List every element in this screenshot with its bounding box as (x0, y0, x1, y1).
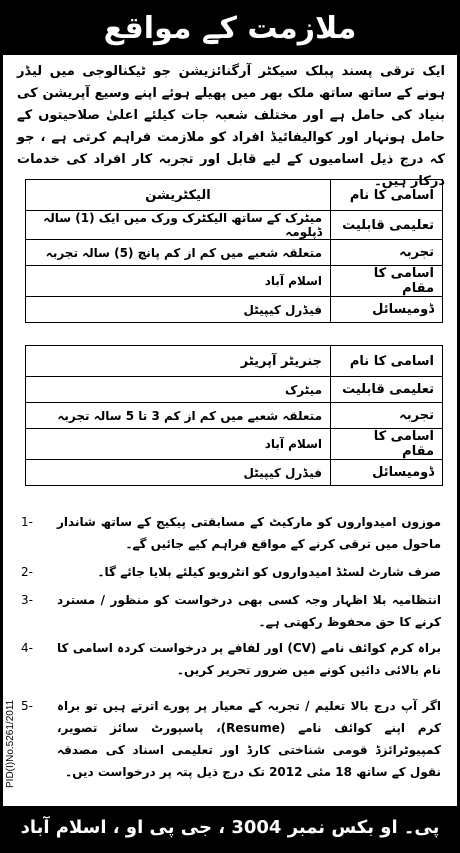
field-label: تعلیمی قابلیت (331, 377, 443, 403)
list-item (21, 511, 441, 555)
field-label: اسامی کا نام (331, 180, 443, 211)
field-label: تعلیمی قابلیت (331, 211, 443, 240)
page-title: ملازمت کے مواقع (3, 3, 457, 55)
table-row (26, 180, 443, 211)
field-value: میٹرک (26, 377, 331, 403)
table-row (26, 297, 443, 323)
instructions-list (21, 511, 441, 783)
post-title: جنریٹر آپریٹر (26, 346, 331, 377)
post-title: الیکٹریشن (26, 180, 331, 211)
table-row (26, 377, 443, 403)
note-text: صرف شارٹ لسٹڈ امیدواروں کو انٹرویو کیلئے بلایا جائے گا۔ (97, 565, 441, 579)
field-value: اسلام آباد (26, 266, 331, 297)
table-row (26, 460, 443, 486)
field-label: اسامی کا مقام (331, 429, 443, 460)
list-item (21, 589, 441, 633)
field-value: متعلقہ شعبے میں کم از کم 3 تا 5 سالہ تجربہ (26, 403, 331, 429)
list-item (21, 695, 441, 783)
field-value: فیڈرل کیپیٹل (26, 460, 331, 486)
field-value: اسلام آباد (26, 429, 331, 460)
post-table-electrician (25, 179, 443, 323)
field-label: تجربہ (331, 240, 443, 266)
field-label: تجربہ (331, 403, 443, 429)
contact-address: پی۔ او بکس نمبر 3004 ، جی پی او ، اسلام آباد (3, 806, 457, 850)
field-value: فیڈرل کیپیٹل (26, 297, 331, 323)
table-row (26, 403, 443, 429)
note-number: 2- (21, 565, 33, 579)
note-text: اگر آپ درج بالا تعلیم / تجربہ کے معیار پر پورے اترتے ہیں تو براہ کرم اپنے کوائف نامے (Resume)، پاسپورٹ سائز تصویر، کمپیوٹرائزڈ قومی شناختی کارڈ اور تعلیمی اسناد کی مصدقہ نقول کے ساتھ 18 مئی 2012 تک درج ذیل پتہ پر درخواست دیں۔ (57, 699, 441, 779)
table-row (26, 346, 443, 377)
field-label: اسامی کا مقام (331, 266, 443, 297)
intro-paragraph: ایک ترقی پسند پبلک سیکٹر آرگنائزیشن جو ٹیکنالوجی میں لیڈر ہونے کے ساتھ ساتھ ملک بھر میں پھیلے ہوئے اپنے وسیع آپریشن کی بنیاد کی حامل ہے اور مختلف شعبہ جات کیلئے اعلیٰ صلاحیتوں کے حامل ہونہار اور کوالیفائیڈ افراد کو ملازمت فراہم کرتی ہے ، جو کہ درج ذیل اسامیوں کے لیے قابل اور تجربہ کار افراد کی خدمات درکار ہیں۔ (17, 64, 445, 189)
list-item (21, 561, 441, 583)
field-label: ڈومیسائل (331, 297, 443, 323)
note-number: 4- (21, 641, 33, 655)
list-item (21, 637, 441, 681)
field-value: میٹرک کے ساتھ الیکٹرک ورک میں ایک (1) سالہ ڈپلومہ (26, 211, 331, 240)
post-table-generator-operator (25, 345, 443, 486)
note-number: 1- (21, 515, 33, 529)
table-row (26, 211, 443, 240)
table-row (26, 429, 443, 460)
note-number: 5- (21, 699, 33, 713)
field-value: متعلقہ شعبے میں کم از کم پانچ (5) سالہ تجربہ (26, 240, 331, 266)
field-label: ڈومیسائل (331, 460, 443, 486)
table-row (26, 266, 443, 297)
note-number: 3- (21, 593, 33, 607)
note-text: موزوں امیدواروں کو مارکیٹ کے مسابقتی پیکیج کے ساتھ شاندار ماحول میں ترقی کرنے کے مواقع فراہم کیے جائیں گے۔ (57, 515, 441, 551)
note-text: براہ کرم کوائف نامے (CV) اور لفافے پر درخواست کردہ اسامی کا نام بالائی دائیں کونے میں ضرور تحریر کریں۔ (57, 641, 442, 677)
table-row (26, 240, 443, 266)
field-label: اسامی کا نام (331, 346, 443, 377)
note-text: انتظامیہ بلا اظہار وجہ کسی بھی درخواست کو منظور / مسترد کرنے کا حق محفوظ رکھتی ہے۔ (57, 593, 441, 629)
pid-reference: PID(I)No.5261/2011 (5, 699, 16, 788)
